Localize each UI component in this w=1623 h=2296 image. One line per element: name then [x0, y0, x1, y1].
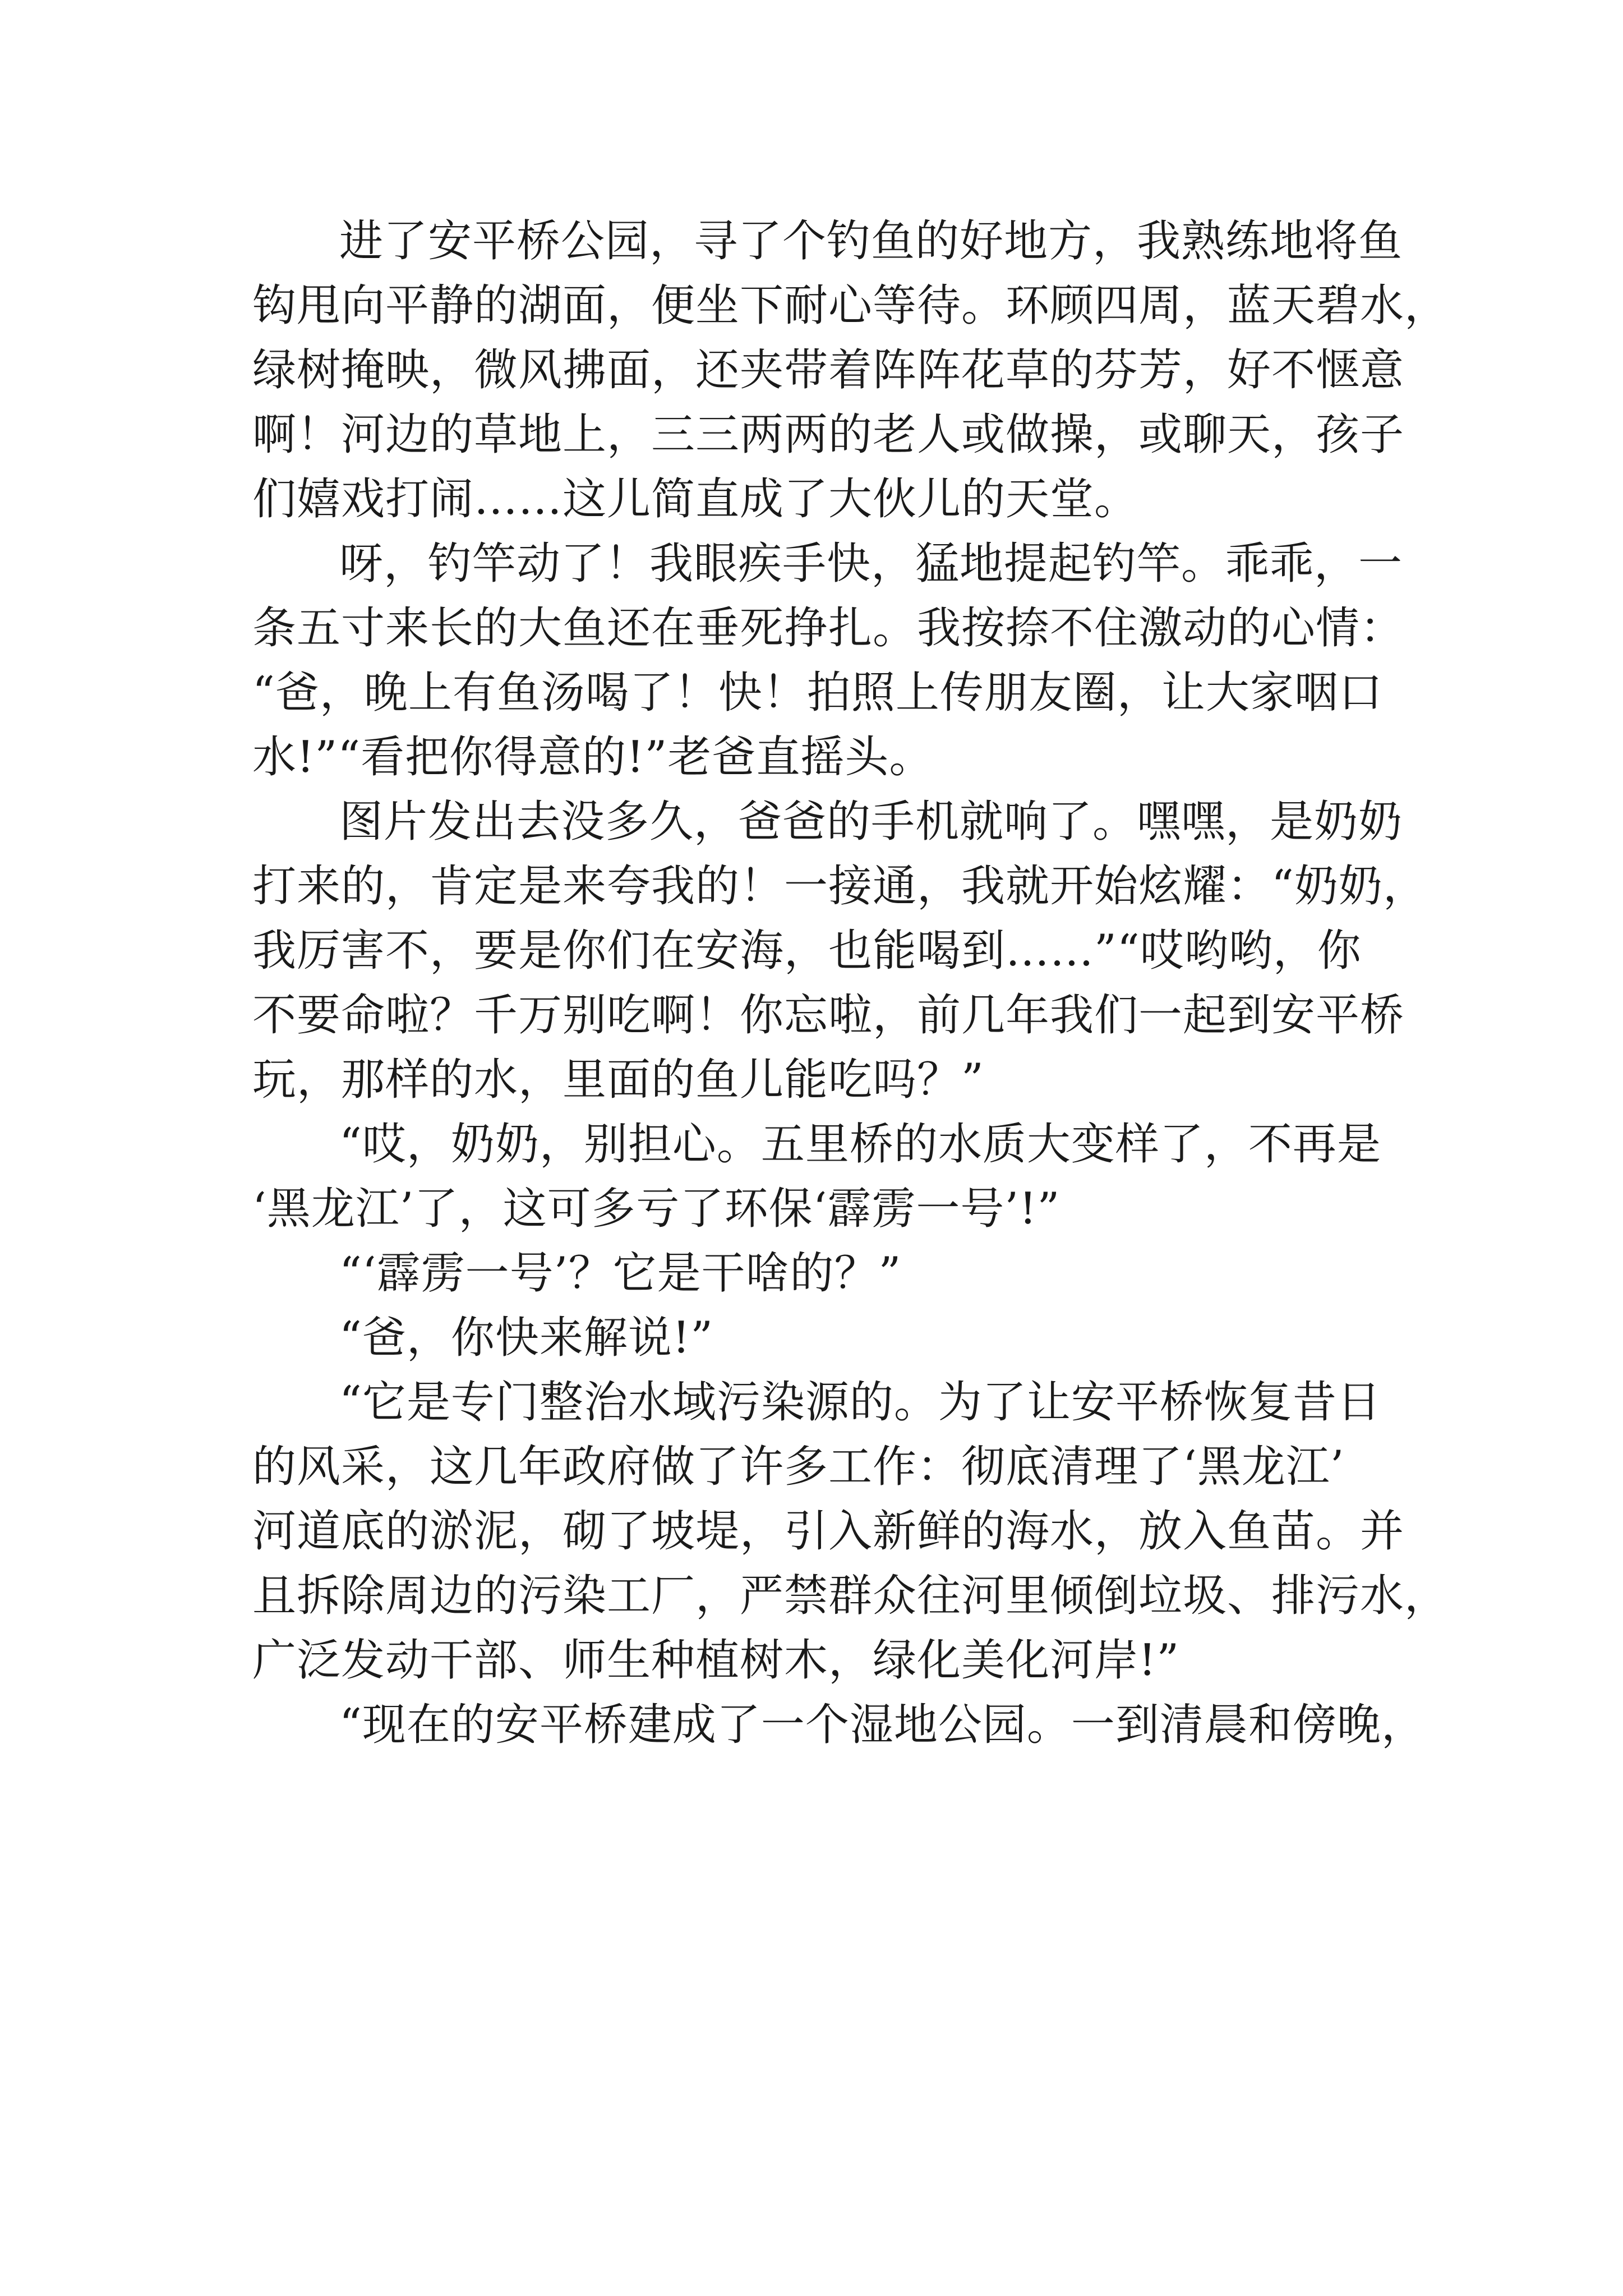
text-line: 打来的，肯定是来夸我的！一接通，我就开始炫耀：“奶奶， [252, 861, 1427, 912]
text-line: 进了安平桥公园，寻了个钓鱼的好地方，我熟练地将鱼 [339, 216, 1403, 266]
text-line: 不要命啦？千万别吃啊！你忘啦，前几年我们一起到安平桥 [252, 990, 1405, 1041]
text-line: 河道底的淤泥，砌了坡堤，引入新鲜的海水，放入鱼苗。并 [252, 1506, 1405, 1557]
text-line: 的风采，这几年政府做了许多工作：彻底清理了‘黑龙江’ [252, 1442, 1345, 1492]
text-line: “‘霹雳一号’？它是干啥的？” [339, 1248, 902, 1299]
text-line: 我厉害不，要是你们在安海，也能喝到……”“哎哟哟，你 [252, 926, 1362, 976]
text-line: 广泛发动干部、师生种植树木，绿化美化河岸!” [252, 1635, 1180, 1686]
text-line: 图片发出去没多久，爸爸的手机就响了。嘿嘿，是奶奶 [339, 797, 1403, 847]
text-line: 们嬉戏打闹……这儿简直成了大伙儿的天堂。 [252, 474, 1139, 524]
text-line: “爸，你快来解说!” [339, 1313, 714, 1363]
text-line: ‘黑龙江’了，这可多亏了环保‘霹雳一号’!” [252, 1184, 1061, 1234]
text-line: 啊！河边的草地上，三三两两的老人或做操，或聊天，孩子 [252, 409, 1405, 460]
text-line: “现在的安平桥建成了一个湿地公园。一到清晨和傍晚， [339, 1700, 1426, 1750]
text-line: 钩甩向平静的湖面，便坐下耐心等待。环顾四周，蓝天碧水， [252, 280, 1449, 331]
text-line: 呀，钓竿动了！我眼疾手快，猛地提起钓竿。乖乖，一 [339, 539, 1403, 589]
text-line: 绿树掩映，微风拂面，还夹带着阵阵花草的芬芳，好不惬意 [252, 345, 1405, 395]
text-line: “它是专门整治水域污染源的。为了让安平桥恢复昔日 [339, 1377, 1381, 1428]
text-line: “哎，奶奶，别担心。五里桥的水质大变样了，不再是 [339, 1119, 1381, 1170]
text-line: 玩，那样的水，里面的鱼儿能吃吗？” [252, 1055, 984, 1105]
text-line: 且拆除周边的污染工厂，严禁群众往河里倾倒垃圾、排污水， [252, 1571, 1449, 1621]
text-line: 水!”“看把你得意的!”老爸直摇头。 [252, 732, 934, 783]
text-line: “爸，晚上有鱼汤喝了！快！拍照上传朋友圈，让大家咽口 [252, 668, 1383, 718]
text-line: 条五寸来长的大鱼还在垂死挣扎。我按捺不住激动的心情： [252, 603, 1405, 654]
